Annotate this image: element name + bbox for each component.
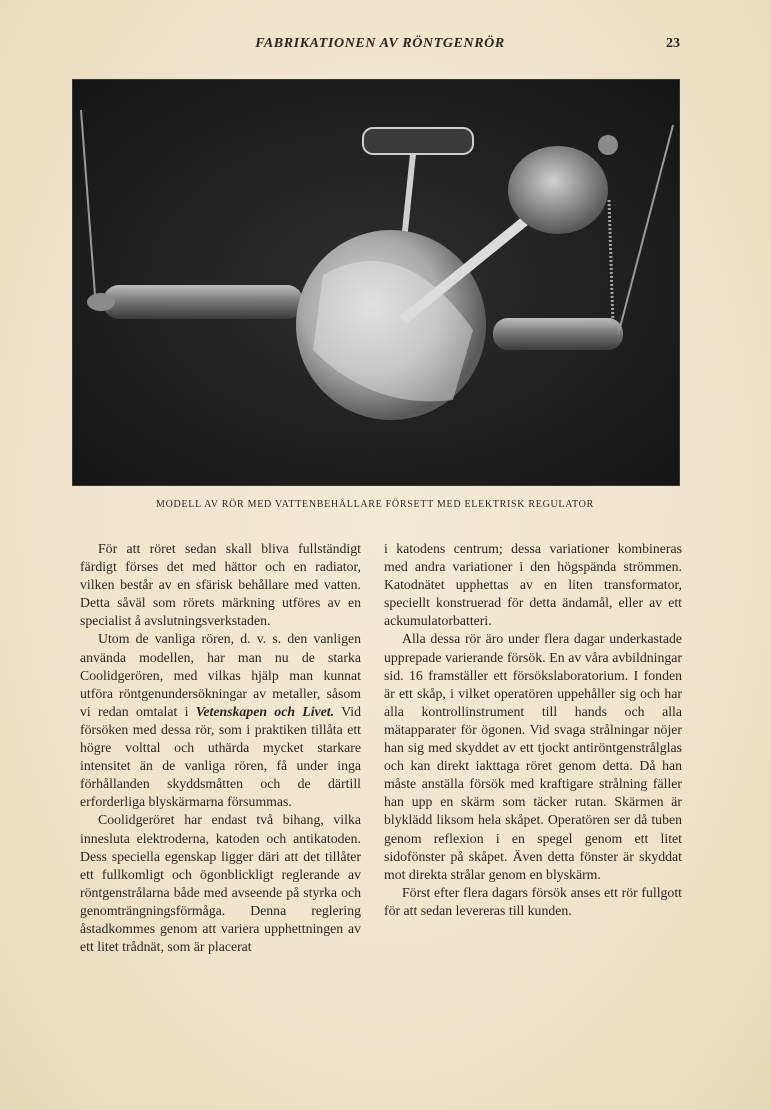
xray-tube-illustration	[73, 80, 679, 485]
paragraph-text: Vid försöken med dessa rör, som i praktiken tillåta ett högre volttal och uthärda mycket starkare intensitet än de vanliga rören, få under inga förhållanden skyddsmåtten och de därtill erforderliga blyskärmarna försummas.	[80, 703, 361, 810]
paragraph-text: Utom de vanliga rören, d. v. s. den vanligen använda modellen, har man nu de starka Coolidgerören, med vilkas hjälp man kunnat utföra röntgenundersökningar av metaller, såsom vi redan omtalat i	[80, 631, 361, 719]
figure-caption: MODELL AV RÖR MED VATTENBEHÅLLARE FÖRSETT MED ELEKTRISK REGULATOR	[156, 499, 594, 510]
running-title: FABRIKATIONEN AV RÖNTGENRÖR	[255, 36, 505, 51]
paragraph: i katodens centrum; dessa variationer kombineras med andra variationer i den högspända strömmen. Katodnätet upphettas av en liten transformator, speciellt konstruerad för detta ändamål, eller av ett ackumulatorbatteri.	[384, 541, 682, 629]
container-cap	[598, 135, 618, 155]
running-header	[80, 36, 680, 56]
page-number: 23	[666, 36, 680, 51]
right-text-column	[384, 540, 682, 920]
cathode-cap	[87, 293, 115, 311]
left-text-column	[80, 540, 361, 956]
paragraph: Alla dessa rör äro under flera dagar underkastade upprepade varierande försök. En av våra avbildningar sid. 16 framställer ett försökslaboratorium. I fonden är ett skåp, i vilket operatören uppehåller sig och har alla kontrollinstrument till hands och alla mätapparater för ögonen. Vid svaga strålningar nöjer han sig med skyddet av ett tjockt antiröntgenstrålglas och kan direkt iakttaga röret genom detta. Då han måste anställa försök med kraftigare strålning fäller han upp en skärm som täcker rutan. Skärmen är blyklädd liksom hela skåpet. Operatören ser då tuben genom reflexion i en spegel genom ett litet sidofönster på skåpet. Även detta fönster är skyddat mot direkta strålar genom en blyskärm.	[384, 631, 682, 882]
paragraph: Först efter flera dagars försök anses ett rör fullgott för att sedan levereras till kunden.	[384, 884, 682, 918]
paragraph: För att röret sedan skall bliva fullständigt färdigt förses det med hättor och en radiator, vilken består av en sfärisk behållare med vatten. Detta såväl som rörets märkning utföres av en specialist å avslutningsverkstaden.	[80, 541, 361, 629]
paragraph: Coolidgeröret har endast två bihang, vilka innesluta elektroderna, katoden och antikatoden. Dess speciella egenskap ligger däri att det tillåter ett fullkomligt och ögonblickligt reglerande av röntgenstrålarna både med avseende på styrka och genomträngningsförmåga. Denna reglering åstadkommes genom att variera upphettningen av ett litet trådnät, som är placerat	[80, 812, 361, 955]
anticathode-arm	[493, 318, 623, 350]
publication-title: Vetenskapen och Livet.	[195, 703, 335, 719]
xray-tube-photograph	[72, 79, 680, 486]
paragraph	[80, 630, 361, 811]
water-container	[508, 146, 608, 234]
cathode-arm	[103, 285, 303, 319]
regulator-housing	[363, 128, 473, 154]
